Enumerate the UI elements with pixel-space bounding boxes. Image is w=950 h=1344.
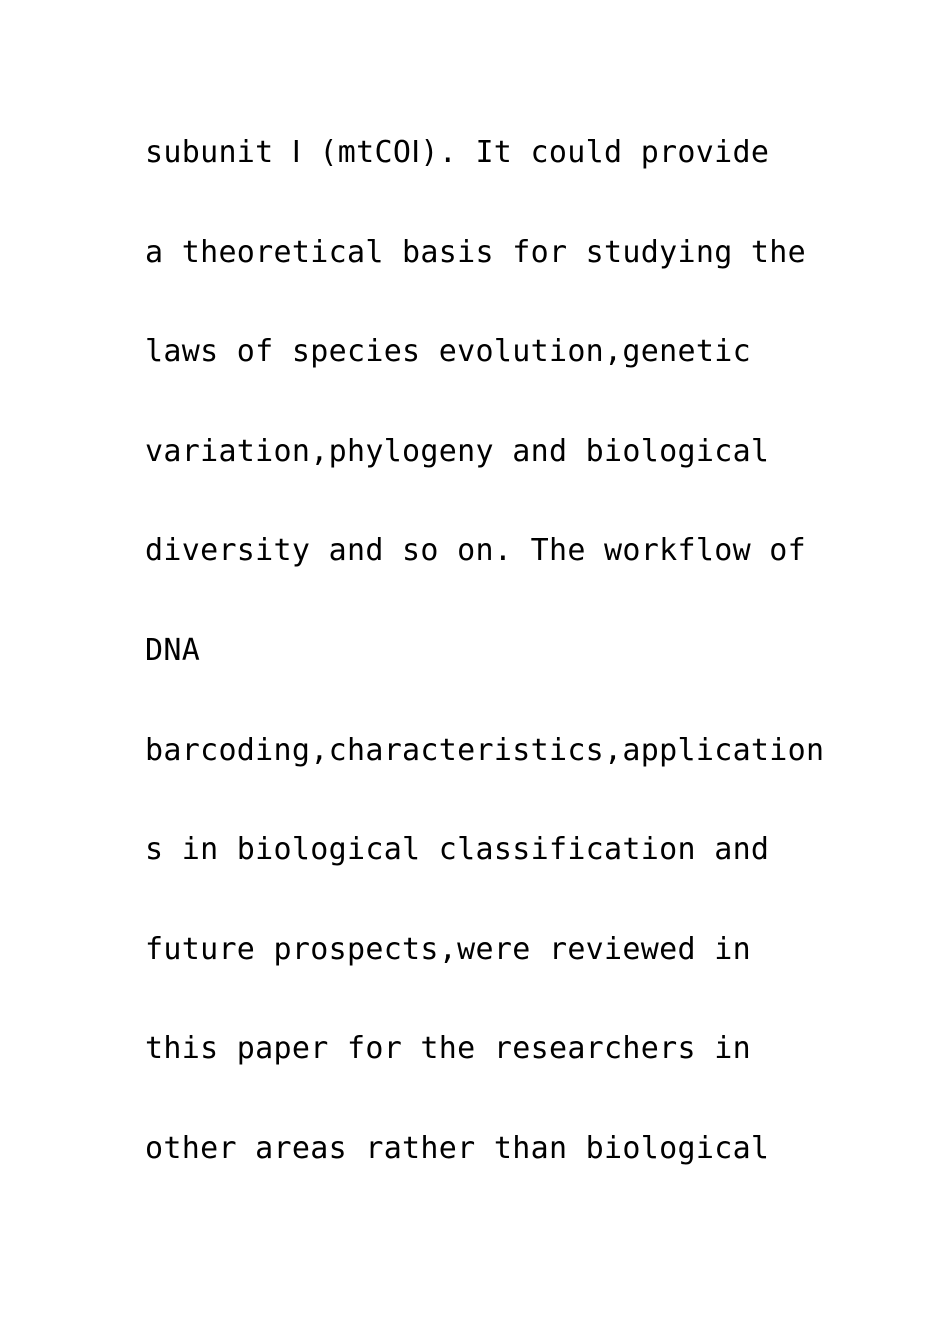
text-line: other areas rather than biological <box>145 1130 770 1166</box>
text-line: this paper for the researchers in <box>145 1031 751 1067</box>
text-line: DNA <box>145 632 201 668</box>
text-line: a theoretical basis for studying the <box>145 234 807 270</box>
text-line: subunit Ⅰ (mtCOⅠ). It could provide <box>145 135 770 170</box>
text-line: variation,phylogeny and biological <box>145 433 770 469</box>
text-line: diversity and so on. The workflow of <box>145 533 807 569</box>
text-line: laws of species evolution,genetic <box>145 334 751 370</box>
abstract-text <box>145 124 845 1220</box>
text-line: barcoding,characteristics,application <box>145 732 825 768</box>
text-line: future prospects,were reviewed in <box>145 931 751 967</box>
text-line: s in biological classification and <box>145 832 770 868</box>
